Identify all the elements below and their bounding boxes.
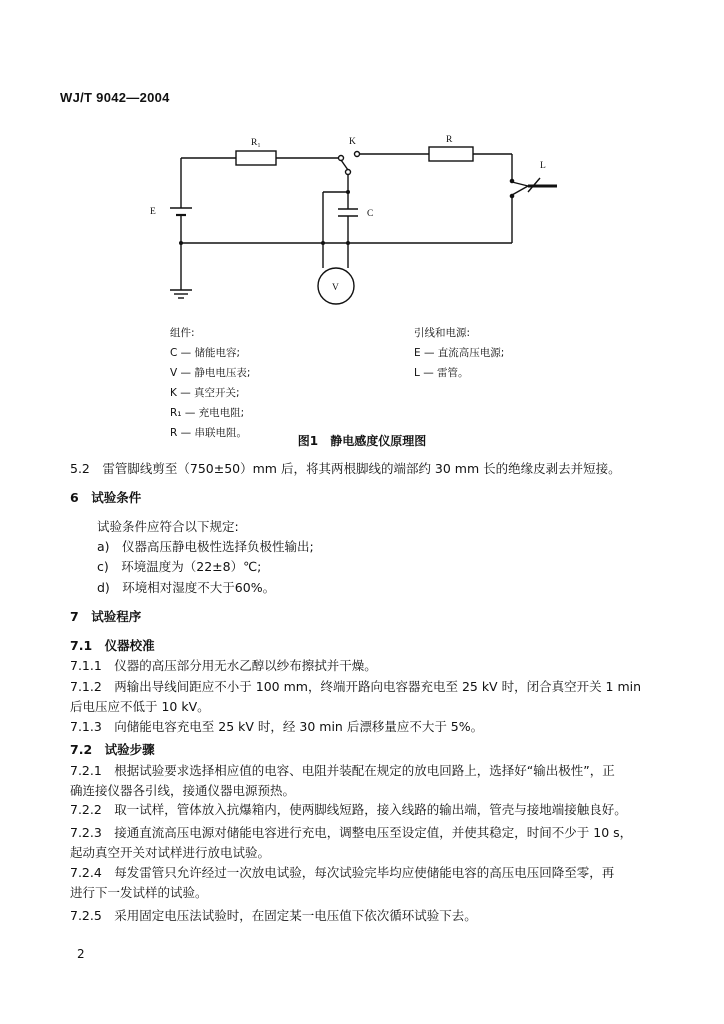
label-r: R — [446, 135, 453, 145]
legend-line: V — 静电电压表; — [170, 367, 251, 379]
section-heading-6: 6 试验条件 — [70, 490, 142, 505]
legend-line: L — 雷管。 — [414, 367, 469, 379]
paragraph-7-1-2-line1: 7.1.2 两输出导线间距应不小于 100 mm，终端开路向电容器充电至 25 kV 时，闭合真空开关 1 min — [70, 679, 642, 694]
legend-line: C — 储能电容; — [170, 347, 241, 359]
list-item-c: c) 环境温度为（22±8）℃; — [97, 559, 262, 574]
paragraph-7-2-2: 7.2.2 取一试样，管体放入抗爆箱内，使两脚线短路，接入线路的输出端，管壳与接地端接触良好。 — [70, 802, 627, 817]
list-item-a: a) 仪器高压静电极性选择负极性输出; — [97, 539, 314, 554]
paragraph-7-1-1: 7.1.1 仪器的高压部分用无水乙醇以纱布擦拭并干燥。 — [70, 658, 377, 673]
paragraph-7-2-5: 7.2.5 采用固定电压法试验时，在固定某一电压值下依次循环试验下去。 — [70, 908, 477, 923]
label-r1: R₁ — [251, 138, 261, 148]
paragraph-6-intro: 试验条件应符合以下规定: — [97, 519, 239, 534]
paragraph-7-2-1-line2: 确连接仪器各引线，接通仪器电源预热。 — [70, 783, 296, 798]
legend-line: 引线和电源: — [414, 327, 471, 339]
legend-components — [170, 323, 250, 443]
paragraph-7-1-2-line2: 后电压应不低于 10 kV。 — [70, 699, 210, 714]
document-code: WJ/T 9042—2004 — [60, 90, 170, 105]
circuit-diagram — [0, 0, 724, 450]
label-v: V — [332, 283, 339, 293]
paragraph-7-2-3-line1: 7.2.3 接通直流高压电源对储能电容进行充电，调整电压至设定值，并使其稳定，时间不少于 10 s， — [70, 825, 633, 840]
section-heading-7-1: 7.1 仪器校准 — [70, 638, 155, 653]
resistor-r1 — [236, 151, 276, 165]
page-number: 2 — [77, 947, 85, 961]
legend-line: R₁ — 充电电阻; — [170, 407, 245, 419]
paragraph-7-2-4-line2: 进行下一发试样的试验。 — [70, 885, 208, 900]
figure-title: 静电感度仪原理图 — [330, 434, 427, 448]
list-item-d: d) 环境相对湿度不大于60%。 — [97, 580, 276, 595]
figure-number: 图1 — [297, 434, 319, 448]
resistor-r — [429, 147, 473, 161]
legend-line: R — 串联电阻。 — [170, 427, 247, 439]
legend-line: 组件: — [170, 327, 195, 339]
legend-leads-power — [414, 323, 504, 383]
label-e: E — [150, 207, 156, 217]
label-k: K — [349, 137, 356, 147]
paragraph-7-2-4-line1: 7.2.4 每发雷管只允许经过一次放电试验，每次试验完毕均应使储能电容的高压电压回降至零，再 — [70, 865, 615, 880]
paragraph-7-2-3-line2: 起动真空开关对试样进行放电试验。 — [70, 845, 271, 860]
label-l: L — [540, 161, 546, 171]
label-c: C — [367, 209, 374, 219]
legend-line: K — 真空开关; — [170, 387, 240, 399]
section-heading-7-2: 7.2 试验步骤 — [70, 742, 155, 757]
paragraph-5-2: 5.2 雷管脚线剪至（750±50）mm 后，将其两根脚线的端部约 30 mm 长的绝缘皮剥去并短接。 — [70, 461, 621, 476]
switch-k-blade — [341, 160, 348, 170]
legend-line: E — 直流高压电源; — [414, 347, 505, 359]
figure-caption — [0, 432, 724, 449]
section-heading-7: 7 试验程序 — [70, 609, 142, 624]
paragraph-7-2-1-line1: 7.2.1 根据试验要求选择相应值的电容、电阻并装配在规定的放电回路上，选择好“输出极性”，正 — [70, 763, 615, 778]
paragraph-7-1-3: 7.1.3 向储能电容充电至 25 kV 时，经 30 min 后漂移量应不大于 5%。 — [70, 719, 484, 734]
